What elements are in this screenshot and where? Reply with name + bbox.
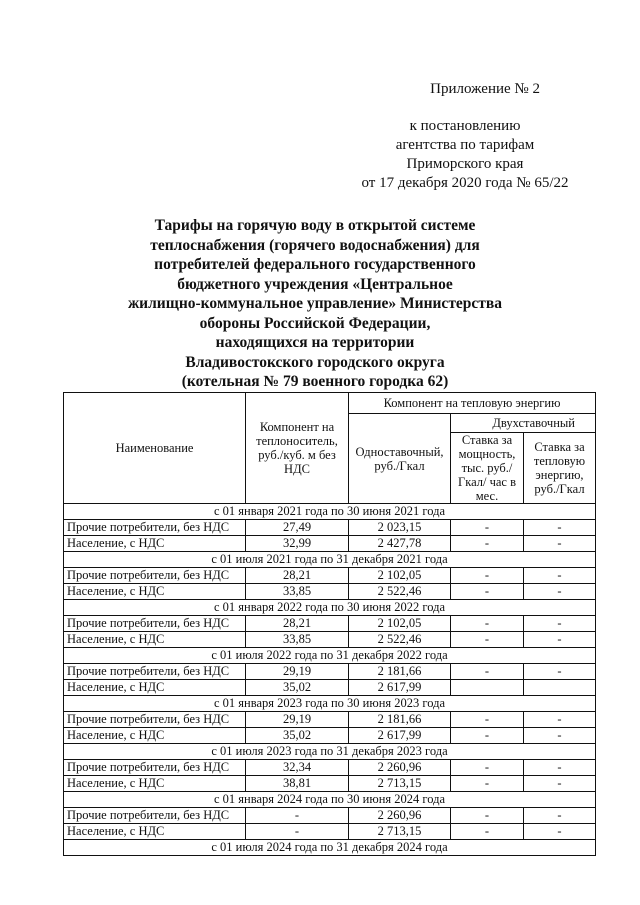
consumer-name: Прочие потребители, без НДС xyxy=(64,760,246,776)
table-row xyxy=(64,616,596,632)
table-row xyxy=(64,584,596,600)
carrier-value: 28,21 xyxy=(246,616,349,632)
table-row xyxy=(64,712,596,728)
resolution-line: Приморского края xyxy=(406,156,524,172)
table-row xyxy=(64,824,596,840)
header-energy-rate: Ставка за тепловую энергию, руб./Гкал xyxy=(524,433,596,504)
carrier-value: 32,34 xyxy=(246,760,349,776)
appendix-number: Приложение № 2 xyxy=(430,81,540,97)
energy-rate-value: - xyxy=(524,824,596,840)
capacity-rate-value: - xyxy=(451,728,524,744)
title-line: обороны Российской Федерации, xyxy=(199,314,431,332)
period-label: с 01 января 2022 года по 30 июня 2022 года xyxy=(64,600,596,616)
header-single-rate: Одноставочный, руб./Гкал xyxy=(349,414,451,504)
table-row xyxy=(64,632,596,648)
period-row xyxy=(64,600,596,616)
title-line: потребителей федерального государственного xyxy=(154,256,476,273)
capacity-rate-value: - xyxy=(451,664,524,680)
period-row xyxy=(64,504,596,520)
period-label: с 01 июля 2024 года по 31 декабря 2024 года xyxy=(64,840,596,856)
consumer-name: Прочие потребители, без НДС xyxy=(64,520,246,536)
table-row xyxy=(64,664,596,680)
period-label: с 01 января 2021 года по 30 июня 2021 года xyxy=(64,504,596,520)
consumer-name: Население, с НДС xyxy=(64,824,246,840)
single-rate-value: 2 181,66 xyxy=(349,664,451,680)
carrier-value: 28,21 xyxy=(246,568,349,584)
tariff-table xyxy=(63,392,596,856)
resolution-line: агентства по тарифам xyxy=(395,137,535,153)
energy-rate-value: - xyxy=(524,712,596,728)
consumer-name: Население, с НДС xyxy=(64,728,246,744)
consumer-name: Население, с НДС xyxy=(64,584,246,600)
single-rate-value: 2 102,05 xyxy=(349,616,451,632)
consumer-name: Население, с НДС xyxy=(64,776,246,792)
single-rate-value: 2 522,46 xyxy=(349,632,451,648)
carrier-value: - xyxy=(246,808,349,824)
single-rate-value: 2 102,05 xyxy=(349,568,451,584)
single-rate-value: 2 260,96 xyxy=(349,808,451,824)
carrier-value: 33,85 xyxy=(246,632,349,648)
consumer-name: Прочие потребители, без НДС xyxy=(64,712,246,728)
title-line: жилищно-коммунальное управление» Министерства xyxy=(127,295,503,312)
energy-rate-value xyxy=(524,680,596,696)
table-row xyxy=(64,680,596,696)
period-label: с 01 июля 2021 года по 31 декабря 2021 года xyxy=(64,552,596,568)
single-rate-value: 2 617,99 xyxy=(349,728,451,744)
energy-rate-value: - xyxy=(524,568,596,584)
period-label: с 01 июля 2023 года по 31 декабря 2023 года xyxy=(64,744,596,760)
header-name: Наименование xyxy=(64,393,246,504)
title-line: бюджетного учреждения «Центральное xyxy=(177,275,453,293)
capacity-rate-value: - xyxy=(451,536,524,552)
title-line: (котельная № 79 военного городка 62) xyxy=(181,373,449,390)
table-row xyxy=(64,568,596,584)
resolution-reference xyxy=(340,117,590,193)
carrier-value: 38,81 xyxy=(246,776,349,792)
capacity-rate-value: - xyxy=(451,520,524,536)
carrier-value: 29,19 xyxy=(246,712,349,728)
header-two-part: Двухставочный xyxy=(451,414,596,433)
table-row xyxy=(64,760,596,776)
energy-rate-value: - xyxy=(524,520,596,536)
consumer-name: Прочие потребители, без НДС xyxy=(64,808,246,824)
period-row xyxy=(64,648,596,664)
header-carrier-component: Компонент на теплоноситель, руб./куб. м без НДС xyxy=(246,393,349,504)
period-row xyxy=(64,552,596,568)
table-row xyxy=(64,808,596,824)
consumer-name: Население, с НДС xyxy=(64,680,246,696)
table-row xyxy=(64,520,596,536)
capacity-rate-value: - xyxy=(451,776,524,792)
capacity-rate-value: - xyxy=(451,760,524,776)
carrier-value: 35,02 xyxy=(246,728,349,744)
energy-rate-value: - xyxy=(524,808,596,824)
energy-rate-value: - xyxy=(524,760,596,776)
single-rate-value: 2 617,99 xyxy=(349,680,451,696)
single-rate-value: 2 023,15 xyxy=(349,520,451,536)
table-row xyxy=(64,776,596,792)
consumer-name: Прочие потребители, без НДС xyxy=(64,568,246,584)
capacity-rate-value: - xyxy=(451,824,524,840)
single-rate-value: 2 181,66 xyxy=(349,712,451,728)
carrier-value: - xyxy=(246,824,349,840)
consumer-name: Прочие потребители, без НДС xyxy=(64,616,246,632)
carrier-value: 29,19 xyxy=(246,664,349,680)
energy-rate-value: - xyxy=(524,584,596,600)
energy-rate-value: - xyxy=(524,536,596,552)
single-rate-value: 2 260,96 xyxy=(349,760,451,776)
table-row xyxy=(64,728,596,744)
period-label: с 01 января 2024 года по 30 июня 2024 года xyxy=(64,792,596,808)
consumer-name: Население, с НДС xyxy=(64,632,246,648)
single-rate-value: 2 713,15 xyxy=(349,776,451,792)
period-label: с 01 января 2023 года по 30 июня 2023 года xyxy=(64,696,596,712)
energy-rate-value: - xyxy=(524,616,596,632)
energy-rate-value: - xyxy=(524,776,596,792)
document-title xyxy=(100,216,530,392)
resolution-line: к постановлению xyxy=(409,118,521,134)
consumer-name: Население, с НДС xyxy=(64,536,246,552)
single-rate-value: 2 713,15 xyxy=(349,824,451,840)
table-row xyxy=(64,536,596,552)
energy-rate-value: - xyxy=(524,664,596,680)
capacity-rate-value: - xyxy=(451,632,524,648)
resolution-line: от 17 декабря 2020 года № 65/22 xyxy=(361,175,569,191)
capacity-rate-value xyxy=(451,680,524,696)
consumer-name: Прочие потребители, без НДС xyxy=(64,664,246,680)
header-energy-component: Компонент на тепловую энергию xyxy=(349,393,596,414)
carrier-value: 35,02 xyxy=(246,680,349,696)
carrier-value: 27,49 xyxy=(246,520,349,536)
carrier-value: 32,99 xyxy=(246,536,349,552)
period-label: с 01 июля 2022 года по 31 декабря 2022 года xyxy=(64,648,596,664)
single-rate-value: 2 522,46 xyxy=(349,584,451,600)
single-rate-value: 2 427,78 xyxy=(349,536,451,552)
capacity-rate-value: - xyxy=(451,568,524,584)
capacity-rate-value: - xyxy=(451,712,524,728)
period-row xyxy=(64,840,596,856)
energy-rate-value: - xyxy=(524,632,596,648)
capacity-rate-value: - xyxy=(451,616,524,632)
energy-rate-value: - xyxy=(524,728,596,744)
title-line: Владивостокского городского округа xyxy=(185,353,445,371)
title-line: находящихся на территории xyxy=(215,334,415,351)
carrier-value: 33,85 xyxy=(246,584,349,600)
period-row xyxy=(64,792,596,808)
title-line: теплоснабжения (горячего водоснабжения) для xyxy=(150,236,480,254)
header-capacity-rate: Ставка за мощность, тыс. руб./Гкал/ час в мес. xyxy=(451,433,524,504)
capacity-rate-value: - xyxy=(451,584,524,600)
period-row xyxy=(64,744,596,760)
title-line: Тарифы на горячую воду в открытой системе xyxy=(154,217,476,234)
period-row xyxy=(64,696,596,712)
capacity-rate-value: - xyxy=(451,808,524,824)
